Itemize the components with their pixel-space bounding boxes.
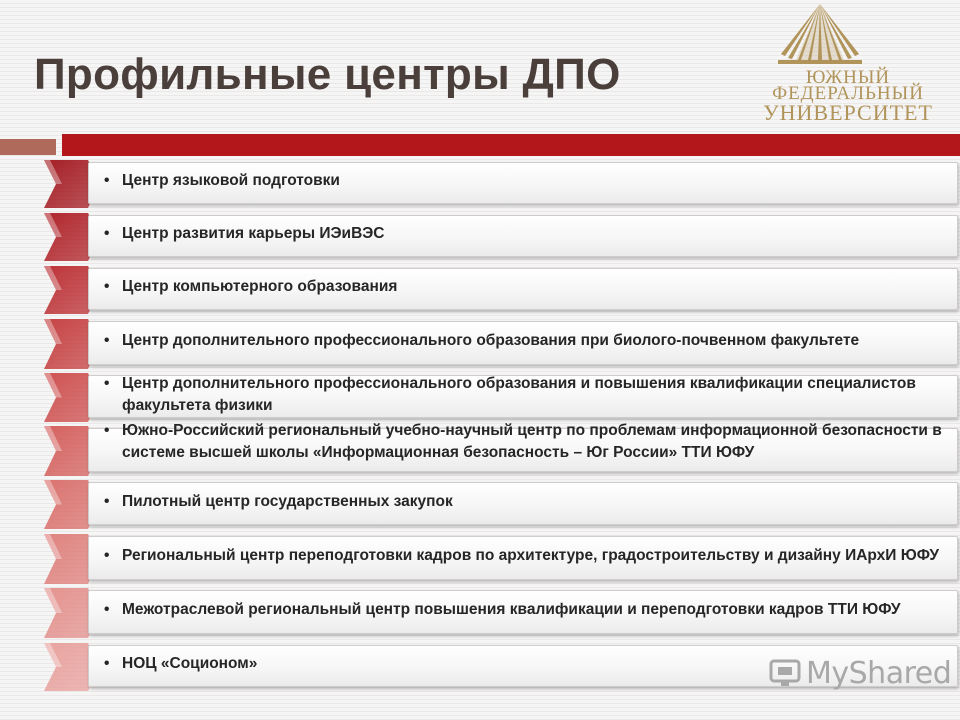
header-divider-left: [0, 139, 56, 155]
item-text: Межотраслевой региональный центр повышения квалификации и переподготовки кадров ТТИ ЮФУ: [122, 601, 901, 618]
header-divider-bar: [62, 134, 960, 156]
item-text: Центр дополнительного профессионального образования при биолого-почвенном факультете: [122, 332, 860, 349]
list-item: [0, 215, 960, 257]
item-text: НОЦ «Соционом»: [122, 655, 258, 672]
bullet-icon: •: [104, 225, 110, 242]
bullet-icon: •: [104, 332, 110, 349]
item-text: Центр языковой подготовки: [122, 172, 340, 189]
list-item: [0, 268, 960, 310]
list-item: [0, 590, 960, 634]
list-item: [0, 375, 960, 418]
item-text: Пилотный центр государственных закупок: [122, 492, 453, 510]
logo-line-2: ФЕДЕРАЛЬНЫЙ: [772, 83, 924, 104]
bullet-icon: •: [104, 601, 110, 618]
university-logo: [748, 2, 948, 125]
bullet-icon: •: [104, 547, 110, 564]
item-text: Центр развития карьеры ИЭиВЭС: [122, 225, 385, 242]
list-item: [0, 321, 960, 365]
list-item: [0, 162, 960, 204]
item-text: Центр дополнительного профессионального образования и повышения квалификации специалистов факультета физики: [122, 374, 916, 414]
item-text: Центр компьютерного образования: [122, 278, 398, 295]
myshared-logo-icon: [768, 658, 802, 688]
watermark-text: MyShared: [806, 656, 952, 691]
logo-line-3: УНИВЕРСИТЕТ: [763, 100, 933, 125]
list-item: [0, 482, 960, 525]
logo-line-1: ЮЖНЫЙ: [805, 67, 891, 88]
page-title: Профильные центры ДПО: [34, 50, 621, 99]
myshared-watermark: [766, 654, 952, 694]
item-text: Южно-Российский региональный учебно-научный центр по проблемам информационной безопасности в системе высшей школы «Информационная безопасность – Юг России» ТТИ ЮФУ: [122, 422, 942, 461]
bullet-icon: •: [104, 278, 110, 295]
item-text: Региональный центр переподготовки кадров по архитектуре, градостроительству и дизайну ИАрхИ ЮФУ: [122, 547, 940, 564]
laurel-logo-icon: [748, 2, 948, 66]
bullet-icon: •: [104, 422, 110, 439]
list-item: [0, 422, 960, 472]
bullet-icon: •: [104, 374, 110, 392]
list-item: [0, 536, 960, 580]
bullet-icon: •: [104, 655, 110, 672]
bullet-icon: •: [104, 172, 110, 189]
bullet-icon: •: [104, 492, 110, 510]
